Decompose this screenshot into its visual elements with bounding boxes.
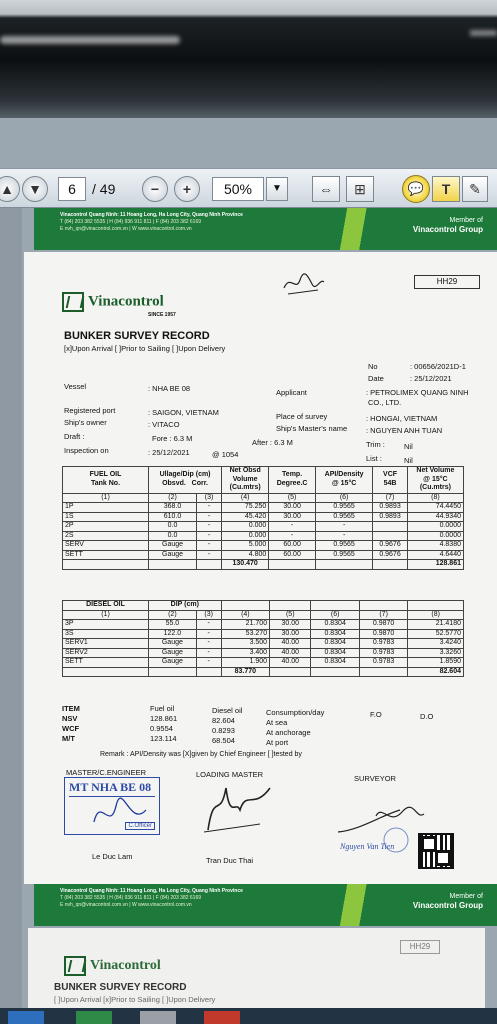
density-cell: 0.8304 [311, 639, 359, 649]
master-label: MASTER/C.ENGINEER [66, 768, 147, 777]
corr-cell: - [197, 512, 222, 522]
tank-cell: SETT [63, 658, 149, 668]
fuel-total-row [63, 560, 464, 570]
net-volume-cell: 44.9340 [407, 512, 463, 522]
vinacontrol-mark-icon [64, 956, 86, 976]
inspection-time: @ 1054 [212, 450, 239, 459]
col-num: (2) [149, 493, 197, 503]
col-num: (7) [359, 610, 407, 620]
wcf-fuel: 0.9554 [150, 724, 173, 733]
pen-icon: ✎ [469, 181, 481, 197]
volume-cell: 53.270 [221, 629, 269, 639]
arrow-up-icon: ▲ [0, 181, 14, 197]
density-cell: 0.8304 [311, 658, 359, 668]
group-name: Vinacontrol Group [412, 901, 483, 910]
volume-cell: 4.800 [222, 550, 269, 560]
fuel-total-net: 128.861 [407, 560, 463, 570]
fo-label: F.O [370, 710, 382, 719]
density-temp-heading: @ 15°C [331, 479, 357, 487]
brand-member [413, 892, 483, 911]
diesel-oil-table [62, 600, 464, 677]
obsvd-cell: Gauge [149, 541, 197, 551]
diesel-total-net: 82.604 [408, 667, 464, 677]
col-num: (8) [407, 493, 463, 503]
ullage-heading: Ullage/Dip (cm) [159, 471, 211, 479]
col-num: (8) [408, 610, 464, 620]
zoom-in-button[interactable] [174, 176, 200, 202]
vcf-cell: 0.9676 [373, 541, 408, 551]
vcf-cell: 0.9870 [359, 629, 407, 639]
draft-fore: Fore : 6.3 M [152, 434, 193, 443]
tank-cell: 2S [63, 531, 149, 541]
vcf-header [373, 467, 408, 494]
vinacontrol-mark-icon [62, 292, 84, 312]
col-num: (3) [197, 493, 222, 503]
ships-owner-value: : VITACO [148, 420, 180, 429]
zoom-dropdown-button[interactable] [266, 177, 288, 201]
density-cell: - [315, 531, 372, 541]
place-of-survey-value: : HONGAI, VIETNAM [366, 414, 438, 423]
fuel-header [63, 467, 149, 494]
tank-cell: 3S [63, 629, 149, 639]
net-volume-cell: 0.0000 [407, 522, 463, 532]
nsv-fuel: 128.861 [150, 714, 178, 723]
density-cell: 0.9565 [315, 512, 372, 522]
inspection-value: : 25/12/2021 [148, 448, 190, 457]
member-label: Member of [449, 893, 483, 900]
temp-cell: 40.00 [270, 648, 311, 658]
temp-cell: 40.00 [270, 658, 311, 668]
vcf-cell: 0.9783 [359, 648, 407, 658]
obsvd-cell: 0.0 [149, 522, 197, 532]
obsvd-cell: Gauge [149, 550, 197, 560]
date-value: : 25/12/2021 [410, 374, 452, 383]
temp-cell: - [269, 522, 316, 532]
temp-cell: 30.00 [269, 503, 316, 513]
list-value: Nil [404, 456, 413, 465]
tank-cell: SERV [63, 541, 149, 551]
table-row [63, 648, 464, 658]
page-number-input[interactable]: 6 [58, 177, 86, 201]
brand-footer-bar [34, 208, 497, 250]
mt-diesel: 68.504 [212, 736, 235, 745]
vcf-cell: 0.9783 [359, 639, 407, 649]
density-cell: 0.9565 [315, 541, 372, 551]
vcf-cell [373, 522, 408, 532]
draft-label: Draft : [64, 432, 85, 441]
next-doc-code-box: HH29 [400, 940, 440, 954]
net-volume-temp-heading: @ 15°C [423, 475, 448, 483]
col-num: (6) [311, 610, 359, 620]
volume-cell: 1.900 [221, 658, 269, 668]
temp-cell: - [269, 531, 316, 541]
net-volume-cell: 4.6440 [407, 550, 463, 560]
density-cell: 0.8304 [311, 648, 359, 658]
contact-email: E nvh_qn@vinacontrol.com.vn | W www.vinacontrol.com.vn [60, 226, 192, 232]
brand-contact [60, 888, 243, 909]
fit-page-icon: ⊞ [354, 181, 366, 197]
contact-phone: T (84) 203 382 5535 | H (84) 936 911 811 | F (84) 203 382 6169 [60, 895, 202, 901]
net-volume-cell: 21.4180 [408, 620, 464, 630]
initials-signature [282, 270, 326, 298]
since-label: SINCE 1957 [148, 312, 176, 318]
obsvd-cell: 610.0 [149, 512, 197, 522]
temp-cell: 60.00 [269, 550, 316, 560]
volume-cell: 5.000 [222, 541, 269, 551]
next-document-title: BUNKER SURVEY RECORD [54, 982, 187, 993]
member-label: Member of [449, 217, 483, 224]
obsvd-cell: Gauge [149, 639, 197, 649]
net-obsd-heading: Net Obsd [229, 467, 261, 474]
vinacontrol-logo [62, 292, 164, 312]
diesel-rows [63, 620, 464, 668]
contact-phone: T (84) 203 382 5535 | H (84) 936 911 811 | F (84) 203 382 6169 [60, 219, 202, 225]
table-row [63, 629, 464, 639]
density-cell: 0.9565 [315, 503, 372, 513]
loading-master-label: LOADING MASTER [196, 770, 264, 779]
obsvd-cell: 122.0 [149, 629, 197, 639]
corr-heading: Corr. [191, 479, 208, 487]
trim-value: Nil [404, 442, 413, 451]
date-label: Date [368, 374, 384, 383]
col-num: (7) [373, 493, 408, 503]
fit-width-icon: ⇔ [319, 181, 333, 197]
stamp-role: C.Officer [125, 822, 155, 830]
wcf-note: At anchorage [266, 728, 311, 737]
logo-text: Vinacontrol [88, 293, 164, 310]
volume-cell: 3.400 [221, 648, 269, 658]
diesel-oil-heading: DIESEL OIL [63, 601, 149, 611]
stamp-vessel-name: MT NHA BE 08 [69, 780, 152, 794]
diesel-total-row [63, 667, 464, 677]
next-page-button[interactable] [22, 176, 48, 202]
dip-heading: DIP (cm) [149, 601, 222, 611]
next-survey-options: [ ]Upon Arrival [x]Prior to Sailing [ ]Upon Delivery [54, 995, 216, 1004]
col-num: (4) [222, 493, 269, 503]
corr-cell: - [196, 658, 221, 668]
minus-icon: − [150, 181, 160, 197]
fit-page-button[interactable] [346, 176, 374, 202]
text-t-icon: T [441, 181, 451, 197]
loading-master-signature [200, 780, 280, 836]
wcf-label: WCF [62, 724, 80, 733]
doc-code-box: HH29 [414, 275, 480, 289]
wcf-diesel: 0.8293 [212, 726, 235, 735]
col-num: (5) [270, 610, 311, 620]
taskbar-app-icon[interactable] [140, 1011, 176, 1024]
registered-port-label: Registered port [64, 406, 116, 415]
item-label: ITEM [62, 704, 80, 713]
fuel-oil-heading: FUEL OIL [89, 471, 122, 479]
vcf-cell: 0.9893 [373, 503, 408, 513]
survey-options: [x]Upon Arrival [ ]Prior to Sailing [ ]Upon Delivery [64, 344, 226, 353]
net-volume-cell: 4.8380 [407, 541, 463, 551]
col-num: (5) [269, 493, 316, 503]
tank-cell: 2P [63, 522, 149, 532]
corr-cell: - [196, 648, 221, 658]
corr-cell: - [197, 522, 222, 532]
table-row [63, 639, 464, 649]
fuel-label: Fuel oil [150, 704, 175, 713]
applicant-value: : PETROLIMEX QUANG NINH [366, 388, 469, 397]
corr-cell: - [196, 629, 221, 639]
company-address: Vinacontrol Quang Ninh: 11 Hoang Long, Ha Long City, Quang Ninh Province [60, 888, 243, 894]
master-signature [90, 792, 150, 836]
tank-cell: 3P [63, 620, 149, 630]
draft-after: After : 6.3 M [252, 438, 293, 447]
vcf-cell [373, 531, 408, 541]
net-volume-cell: 3.3260 [408, 648, 464, 658]
corr-cell: - [196, 639, 221, 649]
diesel-label: Diesel oil [212, 706, 243, 715]
volume-cell: 3.500 [221, 639, 269, 649]
col-num: (1) [63, 610, 149, 620]
density-cell: 0.8304 [311, 629, 359, 639]
net-volume-cell: 1.8590 [408, 658, 464, 668]
corr-cell: - [197, 531, 222, 541]
mt-note: At port [266, 738, 289, 747]
obsvd-cell: 368.0 [149, 503, 197, 513]
fuel-total-volume: 130.470 [222, 560, 269, 570]
zoom-out-button[interactable] [142, 176, 168, 202]
pdf-toolbar [0, 168, 497, 208]
page-total: / 49 [92, 181, 116, 197]
table-row [63, 541, 464, 551]
corr-cell: - [197, 550, 222, 560]
applicant-label: Applicant [276, 388, 307, 397]
vcf-cell: 0.9870 [359, 620, 407, 630]
sign-button[interactable] [462, 176, 488, 202]
volume-cell: 45.420 [222, 512, 269, 522]
applicant-value-2: CO., LTD. [368, 398, 402, 407]
do-label: D.O [420, 712, 434, 721]
cu-mtrs-heading: (Cu.mtrs) [229, 484, 261, 491]
temp-cell: 60.00 [269, 541, 316, 551]
tank-cell: 1P [63, 503, 149, 513]
table-row [63, 658, 464, 668]
net-volume-cell: 52.5770 [408, 629, 464, 639]
arrow-down-icon: ▼ [28, 181, 42, 197]
tank-cell: SETT [63, 550, 149, 560]
vcf-cell: 0.9783 [359, 658, 407, 668]
net-volume-heading: Net Volume [416, 467, 455, 474]
surveyor-label: SURVEYOR [354, 774, 396, 783]
fuel-rows [63, 503, 464, 560]
qr-code [418, 833, 454, 869]
net-volume-cell: 0.0000 [407, 531, 463, 541]
vcf-heading: VCF [383, 471, 398, 479]
chevron-down-icon: ▼ [272, 183, 282, 194]
list-label: List : [366, 454, 382, 463]
master-name: Le Duc Lam [92, 852, 133, 861]
tank-cell: SERV1 [63, 639, 149, 649]
col-num: (4) [221, 610, 269, 620]
col-num: (1) [63, 493, 149, 503]
vessel-label: Vessel [64, 382, 87, 391]
ships-owner-label: Ship's owner [64, 418, 107, 427]
corr-cell: - [197, 541, 222, 551]
col-num: (3) [196, 610, 221, 620]
brand-member [413, 216, 483, 235]
table-row [63, 503, 464, 513]
surveyor-name: Nguyen Van Tien [340, 842, 395, 851]
vessel-value: : NHA BE 08 [148, 384, 191, 393]
taskbar-app-icon[interactable] [204, 1011, 240, 1024]
ullage-header [149, 467, 222, 494]
vcf-table-heading: 54B [383, 479, 397, 487]
fit-width-button[interactable] [312, 176, 340, 202]
group-name: Vinacontrol Group [412, 225, 483, 234]
nsv-label: NSV [62, 714, 78, 723]
column-number-row [63, 610, 464, 620]
trim-label: Trim : [366, 440, 385, 449]
plus-icon: + [182, 181, 192, 197]
density-header [315, 467, 372, 494]
table-row [63, 531, 464, 541]
density-cell: 0.8304 [311, 620, 359, 630]
consumption-label: Consumption/day [266, 708, 325, 717]
zoom-level-input[interactable]: 50% [212, 177, 264, 201]
no-label: No [368, 362, 378, 371]
column-number-row [63, 493, 464, 503]
mt-fuel: 123.114 [150, 734, 177, 743]
volume-cell: 75.250 [222, 503, 269, 513]
net-volume-unit-heading: (Cu.mtrs) [419, 484, 451, 491]
tank-cell: 1S [63, 512, 149, 522]
page-gutter [0, 208, 22, 1024]
brand-contact [60, 212, 243, 233]
volume-cell: 0.000 [222, 531, 269, 541]
brand-stripe [324, 884, 394, 926]
degree-heading: Degree.C [276, 479, 308, 487]
volume-cell: 0.000 [222, 522, 269, 532]
nsv-note: At sea [266, 718, 288, 727]
next-vinacontrol-logo [64, 956, 161, 976]
vcf-cell: 0.9893 [373, 512, 408, 522]
temp-cell: 30.00 [270, 629, 311, 639]
taskbar-app-icon[interactable] [76, 1011, 112, 1024]
density-heading: API/Density [324, 471, 364, 479]
tank-cell: SERV2 [63, 648, 149, 658]
temp-cell: 30.00 [270, 620, 311, 630]
obsvd-cell: Gauge [149, 658, 197, 668]
fuel-oil-table [62, 466, 464, 570]
corr-cell: - [197, 503, 222, 513]
corr-cell: - [196, 620, 221, 630]
obsvd-heading: Obsvd. [162, 479, 186, 487]
brand-footer-bar [34, 884, 497, 926]
screen-glare [0, 36, 180, 44]
temp-cell: 40.00 [270, 639, 311, 649]
document-title: BUNKER SURVEY RECORD [64, 330, 210, 342]
volume-header [222, 467, 269, 494]
table-row [63, 512, 464, 522]
screen-glare [470, 30, 497, 36]
volume-heading: Volume [232, 475, 258, 483]
density-cell: - [315, 522, 372, 532]
net-volume-header [407, 467, 463, 494]
obsvd-cell: Gauge [149, 648, 197, 658]
nsv-diesel: 82.604 [212, 716, 235, 725]
next-logo-text: Vinacontrol [90, 958, 161, 974]
ships-master-label: Ship's Master's name [276, 424, 348, 433]
obsvd-cell: 0.0 [149, 531, 197, 541]
registered-port-value: : SAIGON, VIETNAM [148, 408, 219, 417]
remark-text: Remark : API/Density was [X]given by Chief Engineer [ ]tested by [100, 751, 302, 758]
mt-label: M/T [62, 734, 75, 743]
place-of-survey-label: Place of survey [276, 412, 328, 421]
loading-master-name: Tran Duc Thai [206, 856, 254, 865]
tank-no-heading: Tank No. [90, 479, 121, 487]
temp-heading: Temp. [282, 471, 303, 479]
comment-button[interactable] [402, 175, 430, 203]
monitor-bezel [0, 0, 497, 118]
taskbar-app-icon[interactable] [8, 1011, 44, 1024]
net-volume-cell: 3.4240 [408, 639, 464, 649]
density-cell: 0.9565 [315, 550, 372, 560]
net-volume-cell: 74.4450 [407, 503, 463, 513]
temp-header [269, 467, 316, 494]
table-row [63, 522, 464, 532]
col-num: (2) [149, 610, 197, 620]
obsvd-cell: 55.0 [149, 620, 197, 630]
company-address: Vinacontrol Quang Ninh: 11 Hoang Long, Ha Long City, Quang Ninh Province [60, 212, 243, 218]
temp-cell: 30.00 [269, 512, 316, 522]
vcf-cell: 0.9676 [373, 550, 408, 560]
no-value: : 00656/2021D-1 [410, 362, 466, 371]
contact-email: E nvh_qn@vinacontrol.com.vn | W www.vinacontrol.com.vn [60, 902, 192, 908]
table-row [63, 550, 464, 560]
volume-cell: 21.700 [221, 620, 269, 630]
taskbar [0, 1008, 497, 1024]
table-row [63, 620, 464, 630]
diesel-total-volume: 83.770 [221, 667, 269, 677]
speech-bubble-icon: 💬 [407, 181, 425, 196]
ships-master-value: : NGUYEN ANH TUAN [366, 426, 443, 435]
brand-stripe [324, 208, 394, 250]
inspection-label: Inspection on [64, 446, 109, 455]
typewriter-button[interactable] [432, 176, 460, 202]
col-num: (6) [315, 493, 372, 503]
previous-page-button[interactable] [0, 176, 20, 202]
